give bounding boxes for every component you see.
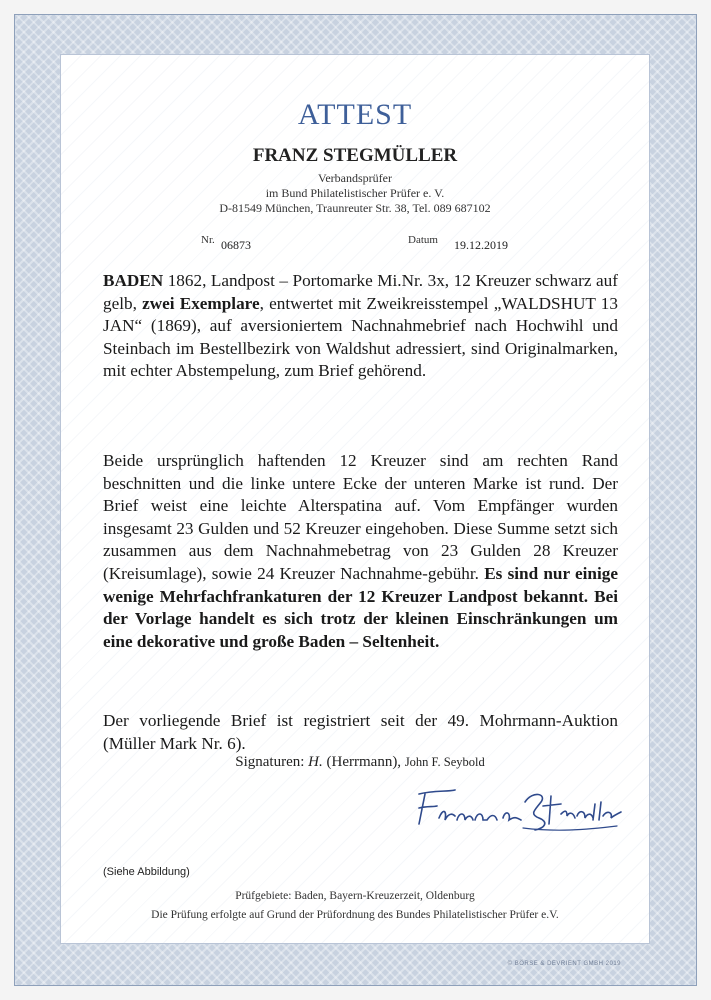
- handwritten-signature: [405, 780, 625, 840]
- printer-watermark: © BÖRSE & DEVRIENT GMBH 2019: [507, 961, 621, 967]
- examination-basis: Die Prüfung erfolgte auf Grund der Prüfordnung des Bundes Philatelistischer Prüfer e.V.: [151, 909, 559, 921]
- country-name: BADEN: [103, 271, 164, 290]
- nr-label: Nr.: [201, 234, 215, 246]
- signature-h-mark: H.: [308, 754, 323, 770]
- certificate-title: ATTEST: [297, 98, 413, 131]
- copies-count: zwei Exemplare: [142, 293, 260, 313]
- signatures-label: Signaturen:: [235, 754, 305, 770]
- description-paragraph: [103, 270, 618, 383]
- rarity-statement: Es sind nur einige wenige Mehrfachfrankaturen der 12 Kreuzer Landpost bekannt. Bei der Vorlage handelt es sich trotz der kleinen Einschränkungen um eine dekorative und große Baden – Seltenheit.: [103, 563, 618, 651]
- see-illustration-note: (Siehe Abbildung): [103, 866, 190, 878]
- examination-areas: Prüfgebiete: Baden, Bayern-Kreuzerzeit, Oldenburg: [235, 890, 475, 902]
- examiner-association: im Bund Philatelistischer Prüfer e. V.: [265, 186, 445, 200]
- description-text-a: 1862, Landpost – Portomarke Mi.Nr. 3x, 12 Kreuzer schwarz auf gelb,: [103, 271, 618, 313]
- description-text-b: , entwertet mit Zweikreisstempel „WALDSHUT 13 JAN“ (1869), auf aversioniertem Nachnahmebrief nach Hochwihl und Steinbach im Bestellbezirk von Waldshut adressiert, sind Originalmarken, mit echter Abstempelung, zum Brief gehörend.: [103, 293, 618, 381]
- registration-paragraph: Der vorliegende Brief ist registriert seit der 49. Mohrmann-Auktion (Müller Mark Nr. 6).: [103, 711, 618, 753]
- signature-herrmann: (Herrmann),: [326, 754, 402, 770]
- examiner-address: D-81549 München, Traunreuter Str. 38, Tel. 089 687102: [219, 201, 491, 215]
- date-label: Datum: [408, 234, 438, 246]
- certificate-number: 06873: [221, 238, 251, 252]
- certificate-date: 19.12.2019: [454, 238, 508, 252]
- signature-seybold: John F. Seybold: [404, 755, 485, 769]
- condition-paragraph: [103, 450, 618, 653]
- examiner-name: FRANZ STEGMÜLLER: [252, 145, 458, 166]
- examiner-role: Verbandsprüfer: [318, 171, 392, 185]
- condition-text: Beide ursprünglich haftenden 12 Kreuzer sind am rechten Rand beschnitten und die linke untere Ecke der unteren Marke ist rund. Der Brief weist eine leichte Alterspatina auf. Vom Empfänger wurden insgesamt 23 Gulden und 52 Kreuzer eingehoben. Diese Summe setzt sich zusammen aus dem Nachnahmebetrag von 23 Gulden 28 Kreuzer (Kreisumlage), sowie 24 Kreuzer Nachnahme-gebühr.: [103, 451, 618, 583]
- signatures-line: [100, 754, 620, 771]
